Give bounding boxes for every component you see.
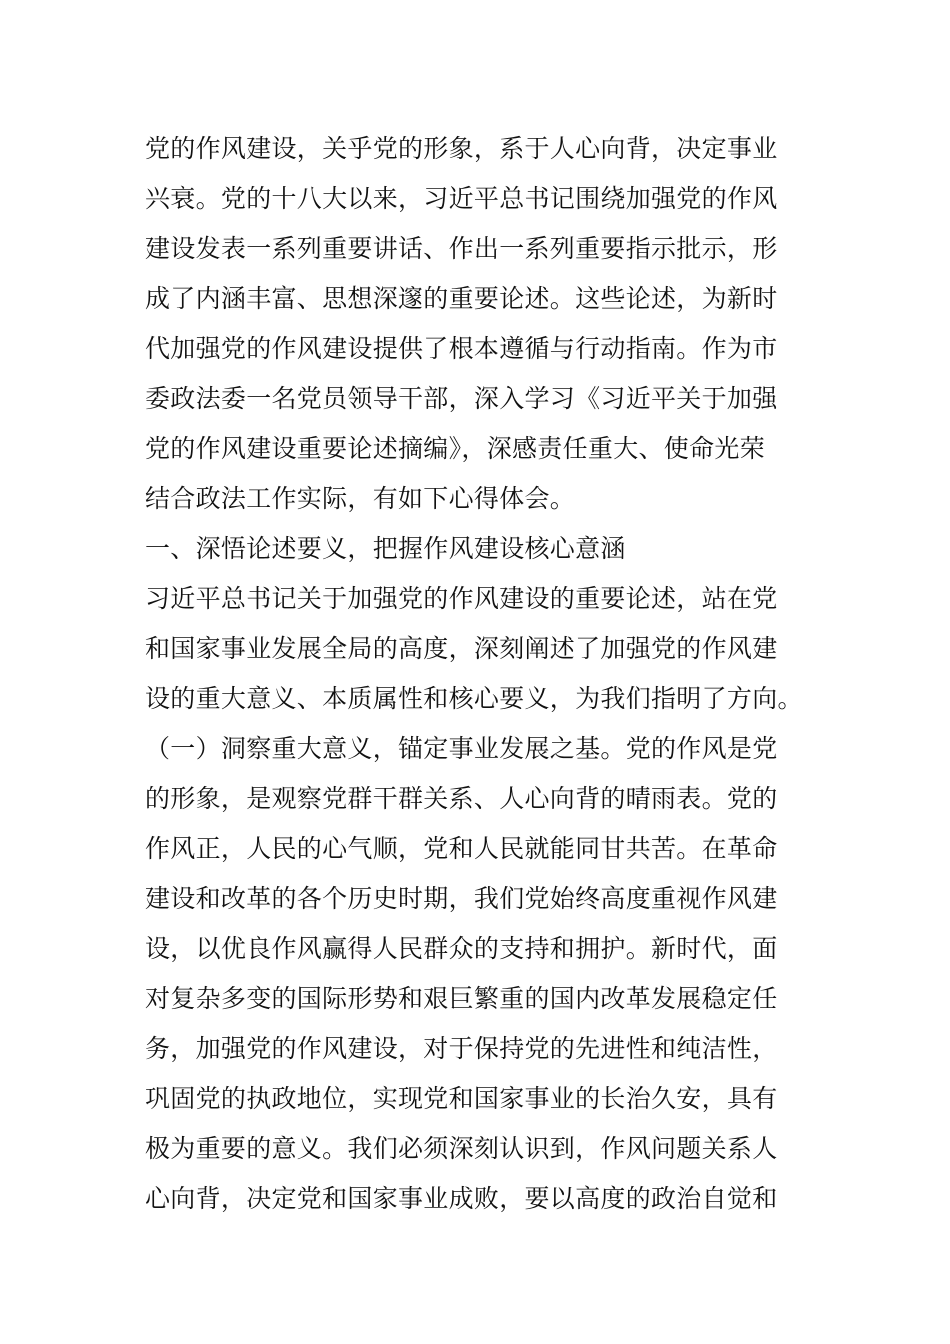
text-line: 结合政法工作实际，有如下心得体会。 — [145, 484, 576, 513]
text-line: 委政法委一名党员领导干部，深入学习《习近平关于加强 — [145, 384, 778, 413]
text-line: 习近平总书记关于加强党的作风建设的重要论述，站在党 — [145, 584, 778, 613]
text-line: 作风正，人民的心气顺，党和人民就能同甘共苦。在革命 — [145, 834, 778, 863]
text-line: 代加强党的作风建设提供了根本遵循与行动指南。作为市 — [145, 334, 778, 363]
text-line: 党的作风建设，关乎党的形象，系于人心向背，决定事业 — [145, 134, 778, 163]
text-line: 巩固党的执政地位，实现党和国家事业的长治久安，具有 — [145, 1084, 778, 1113]
text-line: 党的作风建设重要论述摘编》，深感责任重大、使命光荣 — [145, 434, 766, 463]
document-body — [145, 124, 810, 1224]
text-line: 心向背，决定党和国家事业成败，要以高度的政治自觉和 — [145, 1184, 778, 1213]
text-line: 的形象，是观察党群干群关系、人心向背的晴雨表。党的 — [145, 784, 778, 813]
text-line: 设，以优良作风赢得人民群众的支持和拥护。新时代，面 — [145, 934, 778, 963]
section-heading: 一、深悟论述要义，把握作风建设核心意涵 — [145, 534, 626, 563]
text-line: 建设和改革的各个历史时期，我们党始终高度重视作风建 — [145, 884, 778, 913]
subsection-line: （一）洞察重大意义，锚定事业发展之基。党的作风是党 — [145, 734, 778, 763]
text-line: 成了内涵丰富、思想深邃的重要论述。这些论述，为新时 — [145, 284, 778, 313]
text-line: 设的重大意义、本质属性和核心要义，为我们指明了方向。 — [145, 684, 803, 713]
text-line: 务，加强党的作风建设，对于保持党的先进性和纯洁性， — [145, 1034, 778, 1063]
text-line: 建设发表一系列重要讲话、作出一系列重要指示批示，形 — [145, 234, 778, 263]
text-line: 对复杂多变的国际形势和艰巨繁重的国内改革发展稳定任 — [145, 984, 778, 1013]
text-line: 极为重要的意义。我们必须深刻认识到，作风问题关系人 — [145, 1134, 778, 1163]
text-line: 和国家事业发展全局的高度，深刻阐述了加强党的作风建 — [145, 634, 778, 663]
text-line: 兴衰。党的十八大以来，习近平总书记围绕加强党的作风 — [145, 184, 778, 213]
